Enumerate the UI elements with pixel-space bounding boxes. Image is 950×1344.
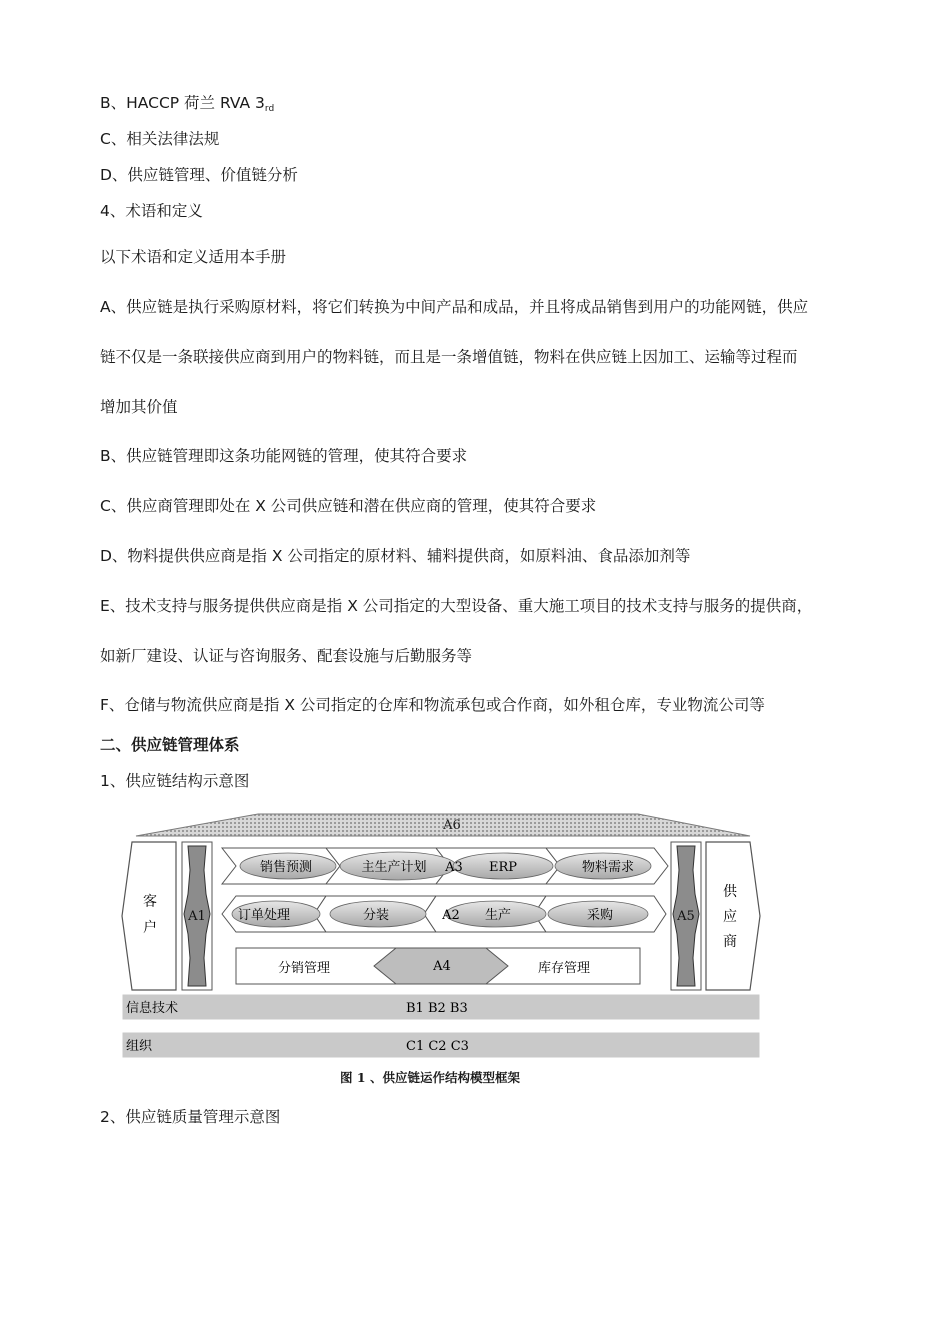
a4-label: A4 — [433, 959, 451, 974]
inventory-management-label: 库存管理 — [537, 961, 591, 976]
text-subscript: rd — [264, 104, 275, 114]
info-tech-codes: B1 B2 B3 — [406, 1001, 468, 1016]
master-production-plan-label: 主生产计划 — [361, 860, 427, 875]
customer-box — [122, 842, 176, 990]
text-def-a-line1: A、供应链是执行采购原材料，将它们转换为中间产品和成品，并且将成品销售到用户的功能网链，供应 — [100, 298, 809, 316]
organization-label: 组织 — [126, 1039, 153, 1054]
supply-chain-diagram — [118, 810, 768, 1072]
text-def-e-line2: 如新厂建设、认证与咨询服务、配套设施与后勤服务等 — [100, 647, 473, 665]
supplier-label-1: 供 — [723, 884, 737, 900]
text-main: B、HACCP 荷兰 RVA 3 — [100, 94, 265, 112]
customer-label-1: 客 — [143, 894, 157, 910]
text-def-f: F、仓储与物流供应商是指 X 公司指定的仓库和物流承包或合作商，如外租仓库，专业物流公司等 — [100, 696, 765, 714]
procurement-label: 采购 — [586, 908, 614, 923]
text-line-c-laws: C、相关法律法规 — [100, 130, 220, 148]
text-def-e-line1: E、技术支持与服务提供供应商是指 X 公司指定的大型设备、重大施工项目的技术支持与服务的提供商， — [100, 597, 813, 615]
text-def-b: B、供应链管理即这条功能网链的管理，使其符合要求 — [100, 447, 468, 465]
section-terms-title: 4、术语和定义 — [100, 202, 203, 220]
distribution-management-label: 分销管理 — [277, 961, 331, 976]
text-terms-intro: 以下术语和定义适用本手册 — [100, 248, 287, 266]
section-heading-scm-system: 二、供应链管理体系 — [100, 736, 240, 754]
order-processing-label: 订单处理 — [237, 908, 291, 923]
text-line-b-haccp — [100, 92, 274, 120]
text-def-a-line2: 链不仅是一条联接供应商到用户的物料链，而且是一条增值链，物料在供应链上因加工、运输等过程而 — [100, 348, 798, 366]
supplier-label-3: 商 — [723, 934, 737, 950]
text-line-d-scm: D、供应链管理、价值链分析 — [100, 166, 298, 184]
material-requirement-label: 物料需求 — [581, 860, 635, 875]
a6-label: A6 — [443, 818, 461, 833]
a2-label: A2 — [442, 908, 460, 923]
text-def-d: D、物料提供供应商是指 X 公司指定的原材料、辅料提供商，如原料油、食品添加剂等 — [100, 547, 691, 565]
erp-label: ERP — [488, 860, 518, 875]
organization-codes: C1 C2 C3 — [406, 1039, 469, 1054]
sales-forecast-label: 销售预测 — [259, 860, 313, 875]
a1-label: A1 — [188, 909, 206, 924]
customer-label-2: 户 — [143, 920, 157, 936]
supplier-label-2: 应 — [723, 909, 737, 925]
a3-label: A3 — [445, 860, 463, 875]
text-def-a-line3: 增加其价值 — [100, 398, 178, 416]
info-tech-label: 信息技术 — [126, 1001, 179, 1016]
packaging-label: 分装 — [362, 908, 390, 923]
text-def-c: C、供应商管理即处在 X 公司供应链和潜在供应商的管理，使其符合要求 — [100, 497, 597, 515]
text-structure-diagram-title: 1、供应链结构示意图 — [100, 772, 250, 790]
production-label: 生产 — [484, 908, 512, 923]
figure-caption: 图 1 、供应链运作结构模型框架 — [340, 1070, 520, 1085]
text-quality-diagram-title: 2、供应链质量管理示意图 — [100, 1108, 281, 1126]
a5-label: A5 — [677, 909, 695, 924]
